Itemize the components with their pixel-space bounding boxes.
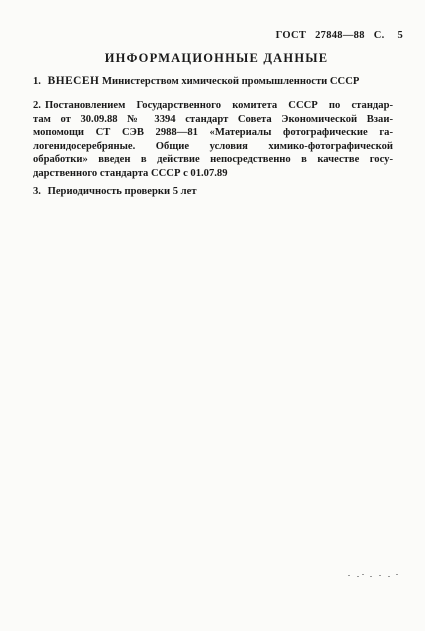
item-line-text: Постановлением Государственного комитета СССР по стандар- [44,100,393,111]
scan-specks [348,574,408,578]
page-header [276,30,403,41]
item-line: логенидосеребряные. Общие условия химико-фотографической [33,140,393,152]
standard-number: 27848—88 [315,30,365,41]
info-item-2 [33,99,393,180]
item-line: обработки» введен в действие непосредственно в качестве госу- [33,154,393,165]
gost-label: ГОСТ [275,30,307,41]
item-text: Министерством химической промышленности СССР [102,76,360,87]
section-title: ИНФОРМАЦИОННЫЕ ДАННЫЕ [104,51,329,65]
item-lead: ВНЕСЕН [47,75,100,87]
info-item-3 [33,185,393,199]
page-number: 5 [397,30,403,41]
item-number: 1. [33,76,41,87]
item-line: дарственного стандарта СССР с 01.07.89 [33,167,228,179]
item-number: 2. [33,100,41,111]
item-line: там от 30.09.88 № 3394 стандарт Совета Экономической Взаи- [33,113,393,125]
item-line [33,99,393,113]
item-line: мопомощи СТ СЭВ 2988—81 «Материалы фотографические га- [33,127,393,138]
info-item-1 [33,75,393,89]
page-label: С. [373,30,385,41]
item-text: Периодичность проверки 5 лет [47,186,197,197]
item-number: 3. [33,186,41,197]
